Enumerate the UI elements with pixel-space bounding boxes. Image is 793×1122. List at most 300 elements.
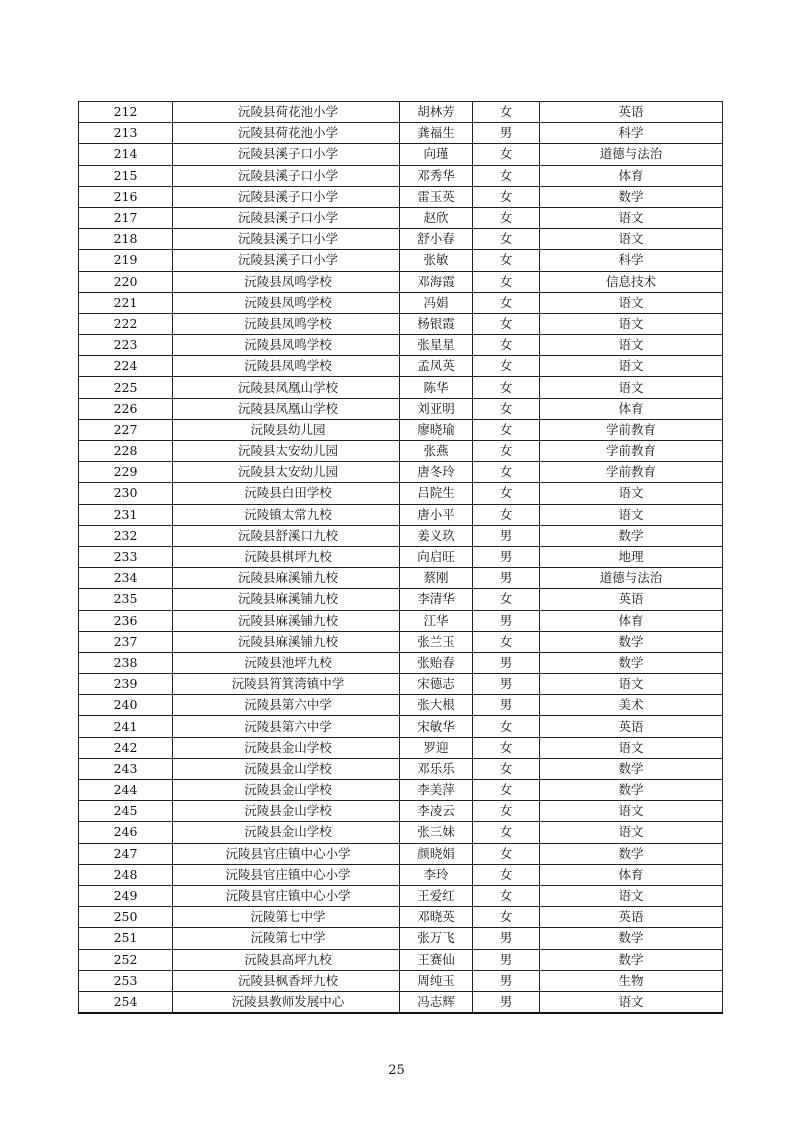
school-cell xyxy=(173,123,400,144)
subject-cell xyxy=(540,864,723,885)
row-number-cell xyxy=(79,398,173,419)
row-number-cell xyxy=(79,843,173,864)
gender-cell xyxy=(473,165,540,186)
subject-cell-text: 英语 xyxy=(618,104,644,120)
subject-cell xyxy=(540,186,723,207)
school-cell xyxy=(173,631,400,652)
gender-cell xyxy=(473,335,540,356)
subject-cell-text: 学前教育 xyxy=(605,464,656,480)
row-number-cell-text: 253 xyxy=(113,972,138,988)
subject-cell-text: 体育 xyxy=(618,612,644,628)
teacher-name-cell xyxy=(400,398,473,419)
subject-cell-text: 数学 xyxy=(618,951,644,967)
gender-cell-text: 女 xyxy=(499,782,513,798)
school-cell-text: 沅陵县麻溪铺九校 xyxy=(237,633,338,649)
school-cell xyxy=(173,991,400,1013)
school-cell-text: 沅陵县凤凰山学校 xyxy=(237,400,338,416)
school-cell xyxy=(173,356,400,377)
school-cell xyxy=(173,165,400,186)
subject-cell xyxy=(540,250,723,271)
school-cell-text: 沅陵县第六中学 xyxy=(244,697,332,713)
row-number-cell xyxy=(79,801,173,822)
gender-cell-text: 女 xyxy=(499,188,513,204)
gender-cell xyxy=(473,885,540,906)
school-cell-text: 沅陵县凤凰山学校 xyxy=(237,379,338,395)
gender-cell xyxy=(473,652,540,673)
gender-cell-text: 男 xyxy=(499,125,513,141)
subject-cell xyxy=(540,716,723,737)
teacher-name-cell xyxy=(400,483,473,504)
subject-cell xyxy=(540,483,723,504)
gender-cell xyxy=(473,801,540,822)
subject-cell-text: 体育 xyxy=(618,167,644,183)
row-number-cell xyxy=(79,483,173,504)
teacher-name-cell xyxy=(400,652,473,673)
subject-cell-text: 科学 xyxy=(618,125,644,141)
subject-cell-text: 地理 xyxy=(618,549,644,565)
row-number-cell xyxy=(79,229,173,250)
gender-cell-text: 男 xyxy=(499,930,513,946)
gender-cell-text: 女 xyxy=(499,337,513,353)
row-number-cell-text: 214 xyxy=(113,146,138,162)
gender-cell xyxy=(473,546,540,567)
teacher-name-cell-text: 姜义玖 xyxy=(417,527,455,543)
teacher-name-cell-text: 刘亚明 xyxy=(417,400,455,416)
teacher-name-cell-text: 杨银霞 xyxy=(417,315,455,331)
school-cell xyxy=(173,102,400,123)
row-number-cell-text: 221 xyxy=(113,294,138,310)
teacher-name-cell xyxy=(400,568,473,589)
row-number-cell-text: 212 xyxy=(113,104,138,120)
teacher-name-cell xyxy=(400,695,473,716)
gender-cell xyxy=(473,568,540,589)
gender-cell-text: 男 xyxy=(499,951,513,967)
school-cell-text: 沅陵县溪子口小学 xyxy=(237,252,338,268)
row-number-cell xyxy=(79,250,173,271)
school-cell xyxy=(173,589,400,610)
gender-cell xyxy=(473,398,540,419)
row-number-cell-text: 252 xyxy=(113,951,138,967)
gender-cell xyxy=(473,229,540,250)
row-number-cell-text: 239 xyxy=(113,676,138,692)
subject-cell-text: 语文 xyxy=(618,337,644,353)
row-number-cell-text: 245 xyxy=(113,803,138,819)
subject-cell-text: 语文 xyxy=(618,231,644,247)
gender-cell-text: 女 xyxy=(499,252,513,268)
teacher-name-cell xyxy=(400,271,473,292)
school-cell xyxy=(173,801,400,822)
table-row xyxy=(79,589,723,610)
subject-cell xyxy=(540,356,723,377)
gender-cell xyxy=(473,716,540,737)
table-row xyxy=(79,250,723,271)
school-cell-text: 沅陵县官庄镇中心小学 xyxy=(225,845,351,861)
gender-cell-text: 女 xyxy=(499,443,513,459)
row-number-cell-text: 216 xyxy=(113,188,138,204)
teacher-name-cell xyxy=(400,674,473,695)
teacher-name-cell-text: 雷玉英 xyxy=(417,188,455,204)
school-cell-text: 沅陵县筲箕湾镇中学 xyxy=(231,676,345,692)
gender-cell-text: 女 xyxy=(499,104,513,120)
table-row xyxy=(79,504,723,525)
school-cell-text: 沅陵县荷花池小学 xyxy=(237,125,338,141)
teacher-name-cell xyxy=(400,525,473,546)
teacher-name-cell xyxy=(400,377,473,398)
table-row xyxy=(79,695,723,716)
school-cell xyxy=(173,885,400,906)
teacher-name-cell xyxy=(400,335,473,356)
school-cell xyxy=(173,695,400,716)
page-number: 25 xyxy=(388,1063,405,1078)
teacher-name-cell-text: 张万飞 xyxy=(417,930,455,946)
teacher-name-cell-text: 舒小春 xyxy=(417,231,455,247)
subject-cell xyxy=(540,398,723,419)
table-row xyxy=(79,568,723,589)
gender-cell xyxy=(473,843,540,864)
subject-cell xyxy=(540,695,723,716)
row-number-cell xyxy=(79,165,173,186)
gender-cell-text: 女 xyxy=(499,739,513,755)
row-number-cell xyxy=(79,822,173,843)
row-number-cell xyxy=(79,970,173,991)
row-number-cell xyxy=(79,335,173,356)
teacher-name-cell xyxy=(400,419,473,440)
gender-cell-text: 女 xyxy=(499,485,513,501)
teacher-name-cell xyxy=(400,780,473,801)
teacher-name-cell xyxy=(400,970,473,991)
school-cell xyxy=(173,207,400,228)
gender-cell-text: 女 xyxy=(499,909,513,925)
gender-cell xyxy=(473,822,540,843)
subject-cell-text: 语文 xyxy=(618,888,644,904)
table-row xyxy=(79,843,723,864)
row-number-cell-text: 229 xyxy=(113,464,138,480)
school-cell-text: 沅陵县凤鸣学校 xyxy=(244,294,332,310)
teacher-name-cell xyxy=(400,716,473,737)
subject-cell-text: 体育 xyxy=(618,400,644,416)
teacher-name-cell-text: 张三妹 xyxy=(417,824,455,840)
teacher-name-cell xyxy=(400,441,473,462)
teacher-name-cell-text: 李玲 xyxy=(423,866,449,882)
teacher-name-cell-text: 张敏 xyxy=(423,252,449,268)
subject-cell xyxy=(540,229,723,250)
teacher-name-cell-text: 冯娟 xyxy=(423,294,449,310)
gender-cell-text: 女 xyxy=(499,888,513,904)
school-cell-text: 沅陵县麻溪铺九校 xyxy=(237,591,338,607)
teacher-name-cell-text: 蔡刚 xyxy=(423,570,449,586)
school-cell-text: 沅陵县荷花池小学 xyxy=(237,104,338,120)
teacher-name-cell-text: 吕院生 xyxy=(417,485,455,501)
teacher-name-cell xyxy=(400,843,473,864)
school-cell-text: 沅陵县麻溪铺九校 xyxy=(237,570,338,586)
gender-cell-text: 男 xyxy=(499,697,513,713)
teacher-name-cell xyxy=(400,250,473,271)
teacher-name-cell-text: 邓晓英 xyxy=(417,909,455,925)
school-cell xyxy=(173,674,400,695)
school-cell xyxy=(173,716,400,737)
table-row xyxy=(79,631,723,652)
gender-cell xyxy=(473,313,540,334)
teacher-name-cell-text: 龚福生 xyxy=(417,125,455,141)
subject-cell-text: 学前教育 xyxy=(605,421,656,437)
school-cell-text: 沅陵县凤鸣学校 xyxy=(244,315,332,331)
subject-cell xyxy=(540,885,723,906)
school-cell-text: 沅陵县教师发展中心 xyxy=(231,993,345,1009)
subject-cell-text: 语文 xyxy=(618,379,644,395)
school-cell-text: 沅陵第七中学 xyxy=(250,930,326,946)
school-cell xyxy=(173,144,400,165)
teacher-name-cell xyxy=(400,631,473,652)
row-number-cell-text: 237 xyxy=(113,633,138,649)
table-row xyxy=(79,313,723,334)
school-cell-text: 沅陵县麻溪铺九校 xyxy=(237,612,338,628)
subject-cell-text: 数学 xyxy=(618,527,644,543)
subject-cell-text: 数学 xyxy=(618,760,644,776)
row-number-cell xyxy=(79,186,173,207)
table-row xyxy=(79,970,723,991)
subject-cell xyxy=(540,313,723,334)
subject-cell xyxy=(540,462,723,483)
table-row xyxy=(79,885,723,906)
gender-cell xyxy=(473,377,540,398)
subject-cell-text: 英语 xyxy=(618,909,644,925)
gender-cell xyxy=(473,991,540,1013)
subject-cell xyxy=(540,271,723,292)
subject-cell xyxy=(540,377,723,398)
row-number-cell xyxy=(79,758,173,779)
school-cell-text: 沅陵县金山学校 xyxy=(244,803,332,819)
table-row xyxy=(79,758,723,779)
subject-cell-text: 数学 xyxy=(618,633,644,649)
subject-cell xyxy=(540,419,723,440)
teacher-name-cell xyxy=(400,292,473,313)
gender-cell-text: 女 xyxy=(499,421,513,437)
teacher-name-cell xyxy=(400,186,473,207)
gender-cell-text: 女 xyxy=(499,866,513,882)
subject-cell-text: 美术 xyxy=(618,697,644,713)
school-cell xyxy=(173,483,400,504)
row-number-cell-text: 251 xyxy=(113,930,138,946)
table-row xyxy=(79,229,723,250)
gender-cell-text: 女 xyxy=(499,231,513,247)
subject-cell xyxy=(540,525,723,546)
subject-cell xyxy=(540,610,723,631)
row-number-cell xyxy=(79,144,173,165)
teacher-name-cell xyxy=(400,102,473,123)
gender-cell xyxy=(473,695,540,716)
row-number-cell xyxy=(79,123,173,144)
teacher-name-cell-text: 张贻春 xyxy=(417,654,455,670)
table-row xyxy=(79,801,723,822)
teacher-name-cell xyxy=(400,462,473,483)
row-number-cell-text: 246 xyxy=(113,824,138,840)
row-number-cell xyxy=(79,716,173,737)
row-number-cell-text: 249 xyxy=(113,888,138,904)
gender-cell xyxy=(473,864,540,885)
row-number-cell xyxy=(79,462,173,483)
subject-cell xyxy=(540,907,723,928)
teacher-name-cell-text: 唐冬玲 xyxy=(417,464,455,480)
teacher-name-cell-text: 颜晓娟 xyxy=(417,845,455,861)
teacher-name-cell xyxy=(400,165,473,186)
school-cell xyxy=(173,970,400,991)
school-cell xyxy=(173,864,400,885)
table-row xyxy=(79,610,723,631)
teacher-name-cell-text: 向瑾 xyxy=(423,146,449,162)
teacher-name-cell-text: 邓海霞 xyxy=(417,273,455,289)
gender-cell xyxy=(473,186,540,207)
table-row xyxy=(79,949,723,970)
teacher-name-cell xyxy=(400,589,473,610)
teacher-name-cell-text: 唐小平 xyxy=(417,506,455,522)
subject-cell xyxy=(540,123,723,144)
row-number-cell xyxy=(79,907,173,928)
row-number-cell-text: 232 xyxy=(113,527,138,543)
row-number-cell-text: 241 xyxy=(113,718,138,734)
row-number-cell-text: 223 xyxy=(113,337,138,353)
subject-cell-text: 数学 xyxy=(618,188,644,204)
row-number-cell-text: 217 xyxy=(113,210,138,226)
teacher-name-cell-text: 赵欣 xyxy=(423,210,449,226)
gender-cell xyxy=(473,292,540,313)
row-number-cell xyxy=(79,377,173,398)
row-number-cell-text: 218 xyxy=(113,231,138,247)
teacher-name-cell-text: 张大根 xyxy=(417,697,455,713)
teacher-name-cell xyxy=(400,864,473,885)
subject-cell xyxy=(540,335,723,356)
teacher-name-cell-text: 张燕 xyxy=(423,443,449,459)
subject-cell-text: 科学 xyxy=(618,252,644,268)
school-cell xyxy=(173,398,400,419)
row-number-cell xyxy=(79,504,173,525)
table-row xyxy=(79,292,723,313)
school-cell xyxy=(173,186,400,207)
subject-cell xyxy=(540,991,723,1013)
table-row xyxy=(79,525,723,546)
gender-cell xyxy=(473,737,540,758)
subject-cell-text: 语文 xyxy=(618,210,644,226)
school-cell xyxy=(173,335,400,356)
subject-cell xyxy=(540,674,723,695)
gender-cell xyxy=(473,504,540,525)
subject-cell-text: 体育 xyxy=(618,866,644,882)
table-row xyxy=(79,144,723,165)
subject-cell-text: 语文 xyxy=(618,294,644,310)
row-number-cell xyxy=(79,928,173,949)
teacher-name-cell-text: 冯志辉 xyxy=(417,993,455,1009)
teacher-name-cell-text: 王爱红 xyxy=(417,888,455,904)
row-number-cell-text: 219 xyxy=(113,252,138,268)
table-row xyxy=(79,674,723,695)
subject-cell xyxy=(540,546,723,567)
gender-cell-text: 女 xyxy=(499,718,513,734)
row-number-cell xyxy=(79,864,173,885)
school-cell-text: 沅陵县凤鸣学校 xyxy=(244,273,332,289)
subject-cell-text: 语文 xyxy=(618,803,644,819)
school-cell xyxy=(173,525,400,546)
gender-cell xyxy=(473,123,540,144)
table-row xyxy=(79,462,723,483)
gender-cell-text: 女 xyxy=(499,824,513,840)
subject-cell xyxy=(540,970,723,991)
teacher-name-cell xyxy=(400,885,473,906)
teacher-name-cell-text: 李清华 xyxy=(417,591,455,607)
row-number-cell-text: 228 xyxy=(113,443,138,459)
table-row xyxy=(79,864,723,885)
teacher-name-cell-text: 孟凤英 xyxy=(417,358,455,374)
row-number-cell-text: 254 xyxy=(113,993,138,1009)
subject-cell xyxy=(540,652,723,673)
gender-cell xyxy=(473,441,540,462)
teacher-name-cell xyxy=(400,822,473,843)
school-cell-text: 沅陵县金山学校 xyxy=(244,782,332,798)
school-cell xyxy=(173,949,400,970)
teacher-name-cell xyxy=(400,737,473,758)
row-number-cell xyxy=(79,271,173,292)
teacher-name-cell-text: 向启旺 xyxy=(417,549,455,565)
row-number-cell-text: 233 xyxy=(113,549,138,565)
subject-cell-text: 英语 xyxy=(618,718,644,734)
teacher-name-cell-text: 邓秀华 xyxy=(417,167,455,183)
school-cell xyxy=(173,271,400,292)
subject-cell xyxy=(540,568,723,589)
gender-cell xyxy=(473,970,540,991)
subject-cell xyxy=(540,758,723,779)
gender-cell xyxy=(473,674,540,695)
school-cell xyxy=(173,292,400,313)
gender-cell-text: 女 xyxy=(499,358,513,374)
subject-cell-text: 数学 xyxy=(618,930,644,946)
school-cell-text: 沅陵县太安幼儿园 xyxy=(237,443,338,459)
gender-cell xyxy=(473,462,540,483)
gender-cell-text: 男 xyxy=(499,549,513,565)
row-number-cell xyxy=(79,610,173,631)
table-row xyxy=(79,102,723,123)
row-number-cell-text: 230 xyxy=(113,485,138,501)
gender-cell xyxy=(473,907,540,928)
row-number-cell xyxy=(79,313,173,334)
subject-cell-text: 数学 xyxy=(618,782,644,798)
row-number-cell xyxy=(79,546,173,567)
teacher-name-cell xyxy=(400,546,473,567)
table-row xyxy=(79,165,723,186)
gender-cell-text: 女 xyxy=(499,400,513,416)
row-number-cell xyxy=(79,991,173,1013)
subject-cell-text: 数学 xyxy=(618,654,644,670)
school-cell xyxy=(173,652,400,673)
row-number-cell-text: 236 xyxy=(113,612,138,628)
school-cell xyxy=(173,907,400,928)
subject-cell xyxy=(540,949,723,970)
row-number-cell-text: 213 xyxy=(113,125,138,141)
school-cell xyxy=(173,229,400,250)
row-number-cell xyxy=(79,631,173,652)
school-cell-text: 沅陵县金山学校 xyxy=(244,824,332,840)
school-cell-text: 沅陵县金山学校 xyxy=(244,739,332,755)
school-cell xyxy=(173,462,400,483)
row-number-cell xyxy=(79,695,173,716)
table-row xyxy=(79,186,723,207)
gender-cell-text: 女 xyxy=(499,273,513,289)
table-row xyxy=(79,398,723,419)
table-row xyxy=(79,377,723,398)
school-cell-text: 沅陵县凤鸣学校 xyxy=(244,337,332,353)
gender-cell-text: 女 xyxy=(499,464,513,480)
school-cell xyxy=(173,250,400,271)
table-row xyxy=(79,335,723,356)
subject-cell-text: 语文 xyxy=(618,676,644,692)
subject-cell-text: 道德与法治 xyxy=(599,146,663,162)
